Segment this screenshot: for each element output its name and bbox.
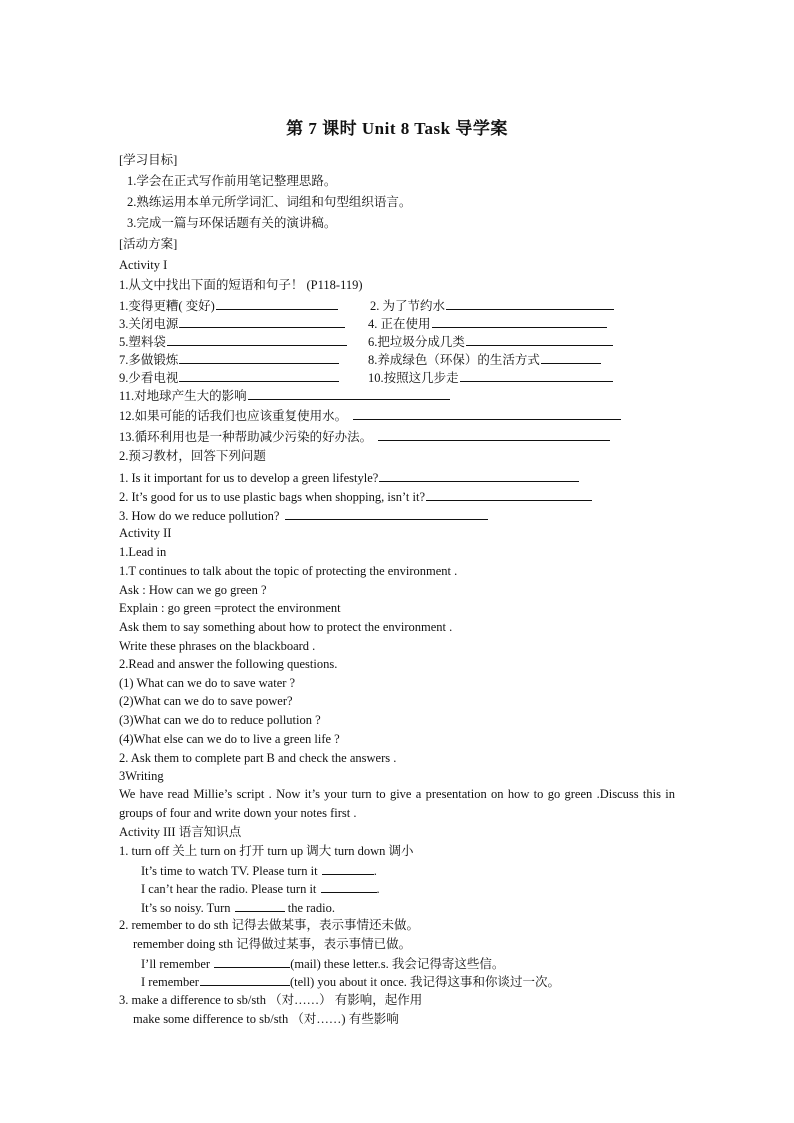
answer-blank[interactable] (167, 333, 347, 346)
phrase-item (119, 387, 450, 404)
exercise-text: I’ll remember (141, 957, 211, 971)
phrase-item (119, 407, 621, 424)
phrase-item (370, 297, 614, 314)
activity-heading: Activity II (119, 526, 172, 540)
exercise-line: I can’t hear the radio. Please turn it . (141, 882, 380, 896)
step-heading: 2.Read and answer the following questions. (119, 657, 338, 671)
answer-blank[interactable] (235, 899, 285, 912)
answer-blank[interactable] (285, 507, 488, 520)
knowledge-point: 1. turn off 关上 turn on 打开 turn up 调大 turn down 调小 (119, 844, 414, 858)
answer-blank[interactable] (216, 297, 338, 310)
writing-paragraph: We have read Millie’s script . Now it’s your turn to give a presentation on how to go green .Discuss this in groups of four and write down your notes first . (119, 787, 675, 820)
question-text: 1. Is it important for us to develop a green lifestyle? (119, 471, 379, 485)
question-text: 3. How do we reduce pollution? (119, 509, 280, 523)
question-line: (4)What else can we do to live a green life ? (119, 732, 340, 746)
answer-blank[interactable] (426, 488, 592, 501)
question-line: (3)What can we do to reduce pollution ? (119, 713, 321, 727)
activity-heading: Activity III 语言知识点 (119, 825, 242, 839)
phrase-item (368, 333, 613, 350)
text-line: Ask : How can we go green ? (119, 583, 267, 597)
text-line: 2. Ask them to complete part B and check the answers . (119, 751, 397, 765)
section-title: 1.从文中找出下面的短语和句子！ (P118-119) (119, 278, 363, 292)
phrase-item (368, 351, 601, 368)
goals-header: [学习目标] (119, 153, 178, 167)
goal-item: 2.熟练运用本单元所学词汇、词组和句型组织语言。 (127, 195, 412, 209)
exercise-text: (mail) these letter.s. 我会记得寄这些信。 (290, 957, 505, 971)
exercise-text: (tell) you about it once. 我记得这事和你谈过一次。 (289, 975, 561, 989)
phrase-text: 10.按照这几步走 (368, 371, 459, 385)
answer-blank[interactable] (200, 973, 290, 986)
phrase-text: 9.少看电视 (119, 371, 179, 385)
phrase-item (368, 315, 607, 332)
phrase-text: 4. 正在使用 (368, 317, 431, 331)
phrase-item (119, 315, 345, 332)
question-item (119, 507, 488, 524)
exercise-line (141, 973, 560, 990)
step-heading: 1.Lead in (119, 545, 167, 559)
phrase-text: 5.塑料袋 (119, 335, 166, 349)
phrase-item (119, 428, 610, 445)
text-line: Write these phrases on the blackboard . (119, 639, 316, 653)
knowledge-point: 3. make a difference to sb/sth （对……） 有影响，起作用 (119, 993, 423, 1007)
exercise-line (141, 955, 504, 972)
exercise-text: It’s so noisy. Turn (141, 901, 231, 915)
answer-blank[interactable] (248, 387, 450, 400)
answer-blank[interactable] (541, 351, 601, 364)
phrase-text: 7.多做锻炼 (119, 353, 179, 367)
exercise-line (141, 899, 335, 916)
question-item (119, 488, 592, 505)
exercise-text: I can’t hear the radio. Please turn it (141, 882, 317, 896)
answer-blank[interactable] (460, 369, 613, 382)
goal-item: 3.完成一篇与环保话题有关的演讲稿。 (127, 216, 337, 230)
answer-blank[interactable] (214, 955, 290, 968)
answer-blank[interactable] (466, 333, 613, 346)
text-line: Explain : go green =protect the environment (119, 601, 341, 615)
answer-blank[interactable] (322, 862, 374, 875)
phrase-item (119, 333, 347, 350)
answer-blank[interactable] (379, 469, 579, 482)
answer-blank[interactable] (353, 407, 621, 420)
step-heading: 3Writing (119, 769, 164, 783)
activity-heading: Activity I (119, 258, 168, 272)
question-item (119, 469, 579, 486)
page-title: 第 7 课时 Unit 8 Task 导学案 (286, 119, 508, 138)
phrase-text: 12.如果可能的话我们也应该重复使用水。 (119, 409, 348, 423)
answer-blank[interactable] (179, 369, 339, 382)
section-title: 2.预习教材，回答下列问题 (119, 449, 266, 463)
phrase-item (119, 297, 338, 314)
question-line: (2)What can we do to save power? (119, 694, 293, 708)
phrase-text: 8.养成绿色（环保）的生活方式 (368, 353, 540, 367)
question-line: (1) What can we do to save water ? (119, 676, 296, 690)
phrase-text: 2. 为了节约水 (370, 299, 446, 313)
question-text: 2. It’s good for us to use plastic bags when shopping, isn’t it? (119, 490, 425, 504)
phrase-item (368, 369, 613, 386)
answer-blank[interactable] (179, 351, 339, 364)
text-line: 1.T continues to talk about the topic of protecting the environment . (119, 564, 458, 578)
knowledge-point: make some difference to sb/sth （对……) 有些影响 (133, 1012, 399, 1026)
answer-blank[interactable] (446, 297, 614, 310)
text-line: Ask them to say something about how to protect the environment . (119, 620, 453, 634)
exercise-text: the radio. (284, 901, 335, 915)
phrase-text: 3.关闭电源 (119, 317, 179, 331)
exercise-text: I remember (141, 975, 199, 989)
answer-blank[interactable] (378, 428, 610, 441)
answer-blank[interactable] (179, 315, 345, 328)
exercise-line: It’s time to watch TV. Please turn it . (141, 864, 377, 878)
exercise-text: It’s time to watch TV. Please turn it (141, 864, 318, 878)
phrase-text: 1.变得更糟( 变好) (119, 299, 215, 313)
goal-item: 1.学会在正式写作前用笔记整理思路。 (127, 174, 337, 188)
phrase-item (119, 351, 339, 368)
knowledge-point: 2. remember to do sth 记得去做某事，表示事情还未做。 (119, 918, 419, 932)
phrase-text: 13.循环利用也是一种帮助减少污染的好办法。 (119, 430, 373, 444)
phrase-item (119, 369, 339, 386)
plan-header: [活动方案] (119, 237, 178, 251)
knowledge-point: remember doing sth 记得做过某事，表示事情已做。 (133, 937, 412, 951)
answer-blank[interactable] (432, 315, 607, 328)
phrase-text: 6.把垃圾分成几类 (368, 335, 465, 349)
answer-blank[interactable] (321, 880, 377, 893)
phrase-text: 11.对地球产生大的影响 (119, 389, 247, 403)
